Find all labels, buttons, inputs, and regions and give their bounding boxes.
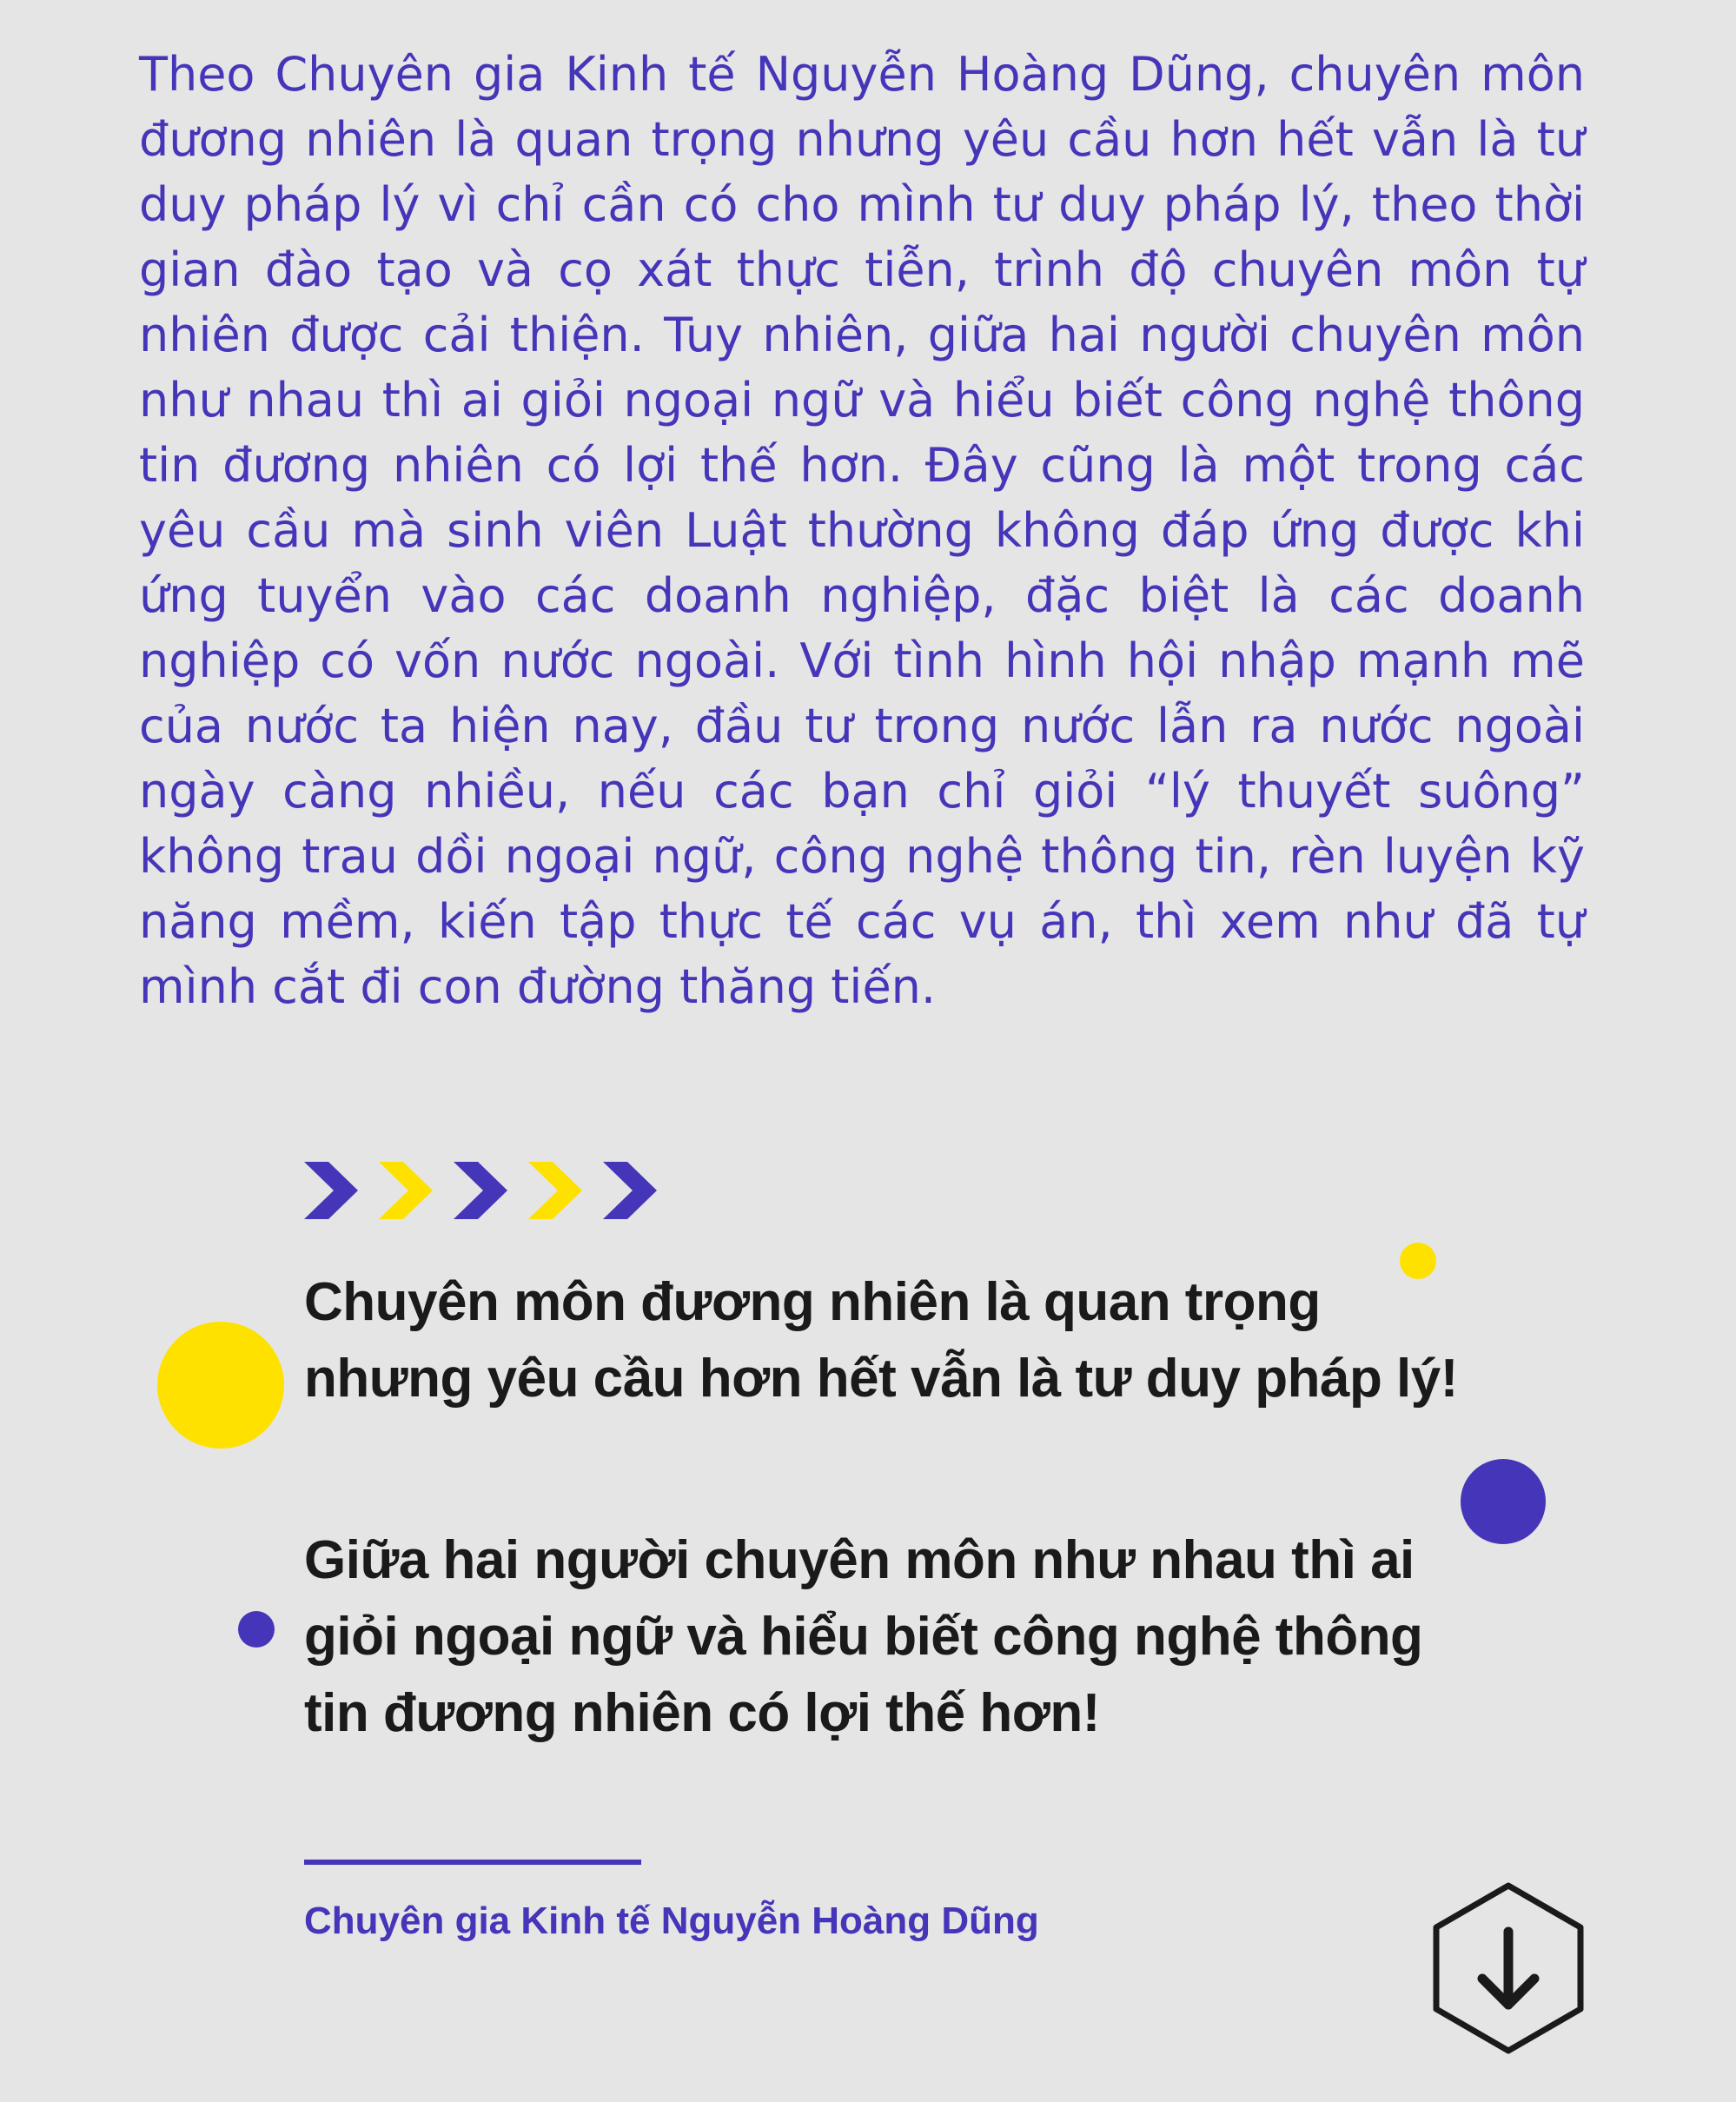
chevron-arrow-icon (603, 1162, 657, 1219)
chevron-arrow-icon (304, 1162, 358, 1219)
yellow-circle-large-decoration (157, 1322, 284, 1449)
arrow-down-hexagon-icon[interactable] (1430, 1881, 1587, 2055)
pull-quote-first: Chuyên môn đương nhiên là quan trọng nhưng yêu cầu hơn hết vẫn là tư duy pháp lý! (304, 1272, 1458, 1409)
chevron-arrows-decoration (304, 1160, 669, 1221)
chevron-arrow-icon (379, 1162, 433, 1219)
purple-circle-small-decoration (238, 1611, 275, 1648)
chevron-arrow-icon (528, 1162, 582, 1219)
article-paragraph: Theo Chuyên gia Kinh tế Nguyễn Hoàng Dũng, chuyên môn đương nhiên là quan trọng nhưng yêu cầu hơn hết vẫn là tư duy pháp lý vì chỉ cần có cho mình tư duy pháp lý, theo thời gian đào tạo và cọ xát thực tiễn, trình độ chuyên môn tự nhiên được cải thiện. Tuy nhiên, giữa hai người chuyên môn như nhau thì ai giỏi ngoại ngữ và hiểu biết công nghệ thông tin đương nhiên có lợi thế hơn. Đây cũng là một trong các yêu cầu mà sinh viên Luật thường không đáp ứng được khi ứng tuyển vào các doanh nghiệp, đặc biệt là các doanh nghiệp có vốn nước ngoài. Với tình hình hội nhập mạnh mẽ của nước ta hiện nay, đầu tư trong nước lẫn ra nước ngoài ngày càng nhiều, nếu các bạn chỉ giỏi “lý thuyết suông” không trau dồi ngoại ngữ, công nghệ thông tin, rèn luyện kỹ năng mềm, kiến tập thực tế các vụ án, thì xem như đã tự mình cắt đi con đường thăng tiến. (139, 47, 1585, 1014)
chevron-arrow-icon (454, 1162, 507, 1219)
quote-attribution: Chuyên gia Kinh tế Nguyễn Hoàng Dũng (304, 1900, 1039, 1942)
purple-circle-large-decoration (1461, 1459, 1546, 1544)
quote-divider (304, 1860, 641, 1865)
pull-quote-second: Giữa hai người chuyên môn như nhau thì ai giỏi ngoại ngữ và hiểu biết công nghệ thông tin đương nhiên có lợi thế hơn! (304, 1530, 1423, 1743)
